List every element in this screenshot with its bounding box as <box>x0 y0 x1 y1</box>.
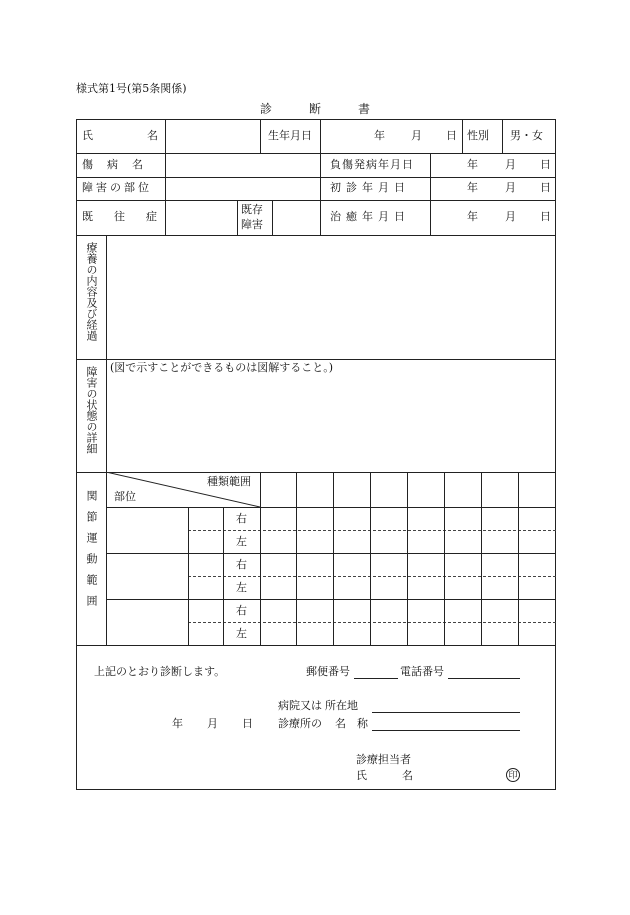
birth-year-unit: 年 <box>374 129 385 142</box>
cured-label: 治癒年月日 <box>330 210 410 223</box>
facility-name-label: 名 称 <box>335 717 368 730</box>
left-label: 左 <box>236 581 247 594</box>
form-number: 様式第1号(第5条関係) <box>76 82 187 95</box>
site-label: 障害の部位 <box>82 181 152 194</box>
row-divider <box>76 359 556 360</box>
disability-detail-note: (図で示すことができるものは図解すること。) <box>110 361 334 374</box>
first-visit-month-unit: 月 <box>505 181 516 194</box>
row-divider <box>76 645 556 646</box>
sex-options[interactable]: 男・女 <box>510 129 543 142</box>
phone-label: 電話番号 <box>400 665 444 678</box>
clinic-line: 診療所の <box>278 717 322 730</box>
name-label-char: 氏 <box>82 129 93 142</box>
existing-label-2: 障害 <box>241 218 263 231</box>
col-divider <box>502 119 503 153</box>
doctor-label: 診療担当者 <box>356 753 411 766</box>
joint-col-divider <box>444 472 445 645</box>
title-char: 断 <box>308 102 321 116</box>
left-label: 左 <box>236 535 247 548</box>
joint-dashed-divider <box>188 576 556 577</box>
joint-col-divider <box>260 472 261 645</box>
row-divider <box>76 153 556 154</box>
seal-mark: 印 <box>506 768 520 782</box>
document-title <box>260 102 370 116</box>
joint-col-divider <box>370 472 371 645</box>
first-visit-label: 初診年月日 <box>330 181 410 194</box>
cured-month-unit: 月 <box>505 210 516 223</box>
right-label: 右 <box>236 604 247 617</box>
cured-year-unit: 年 <box>467 210 478 223</box>
birth-label: 生年月日 <box>268 129 312 142</box>
joint-dashed-divider <box>188 530 556 531</box>
label-column-divider <box>106 235 107 645</box>
joint-col-divider <box>188 507 189 645</box>
address-underline[interactable] <box>372 712 520 713</box>
col-divider <box>430 153 431 235</box>
joint-range-label: 関節運動範囲 <box>85 490 98 616</box>
row-divider <box>76 200 556 201</box>
phone-underline[interactable] <box>448 678 520 679</box>
postal-label: 郵便番号 <box>306 665 350 678</box>
joint-col-divider <box>518 472 519 645</box>
name-label <box>82 129 158 143</box>
injury-label: 傷病名 <box>82 158 157 171</box>
name-label-char: 名 <box>147 129 158 142</box>
right-label: 右 <box>236 558 247 571</box>
col-divider <box>272 200 273 235</box>
doctor-name-label-1: 氏 <box>356 769 367 782</box>
hospital-line: 病院又は <box>278 699 322 712</box>
joint-group-divider <box>106 553 556 554</box>
cured-day-unit: 日 <box>540 210 551 223</box>
first-visit-year-unit: 年 <box>467 181 478 194</box>
facility-name-underline[interactable] <box>372 730 520 731</box>
first-visit-day-unit: 日 <box>540 181 551 194</box>
joint-col-divider <box>407 472 408 645</box>
title-char: 診 <box>260 102 273 116</box>
row-divider <box>76 235 556 236</box>
address-label: 所在地 <box>325 699 358 712</box>
postal-underline[interactable] <box>354 678 398 679</box>
history-label: 既往症 <box>82 210 178 223</box>
treatment-label: 療養の内容及び経過 <box>85 242 98 341</box>
joint-col-divider <box>296 472 297 645</box>
col-divider <box>462 119 463 153</box>
joint-group-divider <box>106 599 556 600</box>
birth-day-unit: 日 <box>446 129 457 142</box>
footer-year-unit: 年 <box>172 717 183 730</box>
disability-detail-label: 障害の状態の詳細 <box>85 366 98 454</box>
joint-header-divider <box>106 507 556 508</box>
col-divider <box>320 119 321 235</box>
joint-col-divider <box>481 472 482 645</box>
onset-year-unit: 年 <box>467 158 478 171</box>
footer-month-unit: 月 <box>207 717 218 730</box>
col-divider <box>237 200 238 235</box>
joint-col-divider <box>223 507 224 645</box>
joint-col-divider <box>333 472 334 645</box>
type-range-label: 種類範囲 <box>207 475 251 488</box>
doctor-name-label-2: 名 <box>402 769 413 782</box>
right-label: 右 <box>236 512 247 525</box>
birth-month-unit: 月 <box>411 129 422 142</box>
joint-dashed-divider <box>188 622 556 623</box>
row-divider <box>76 177 556 178</box>
existing-label-1: 既存 <box>241 203 263 216</box>
col-divider <box>260 119 261 153</box>
statement: 上記のとおり診断します。 <box>94 665 226 678</box>
left-label: 左 <box>236 627 247 640</box>
onset-label: 負傷発病年月日 <box>330 158 414 171</box>
sex-label: 性別 <box>467 129 489 142</box>
onset-day-unit: 日 <box>540 158 551 171</box>
part-label: 部位 <box>114 490 136 503</box>
title-char: 書 <box>357 102 370 116</box>
footer-day-unit: 日 <box>242 717 253 730</box>
onset-month-unit: 月 <box>505 158 516 171</box>
